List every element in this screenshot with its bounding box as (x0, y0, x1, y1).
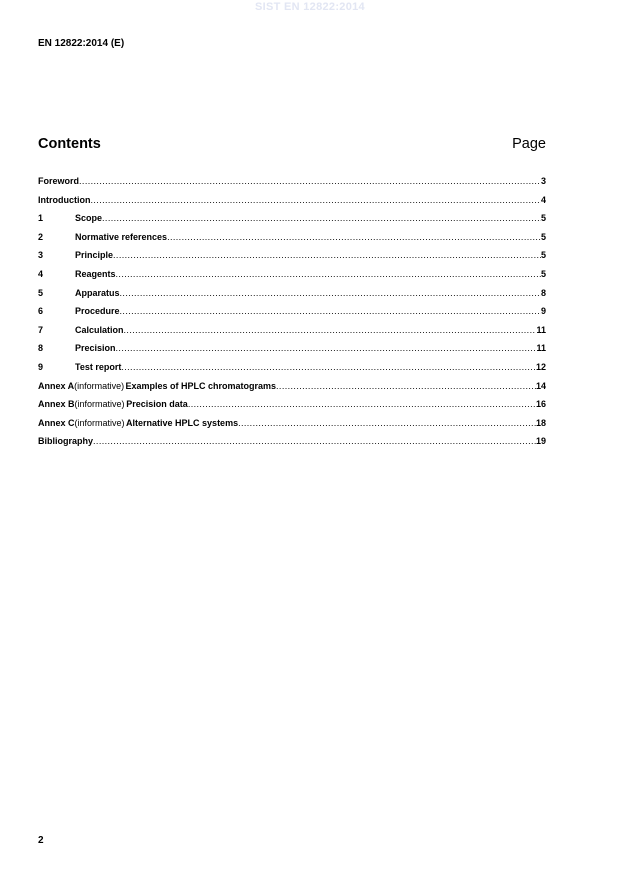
page-column-label: Page (512, 136, 546, 152)
toc-entry[interactable] (38, 232, 546, 251)
toc-entry-title: Apparatus (75, 287, 120, 298)
toc-entry[interactable] (38, 325, 546, 344)
table-of-contents (38, 176, 546, 455)
toc-entry-number: 6 (38, 306, 44, 317)
toc-entry[interactable] (38, 250, 546, 269)
toc-entry-page: 4 (540, 194, 546, 205)
toc-entry-page: 3 (540, 176, 546, 186)
toc-entry-title: Calculation (75, 324, 124, 335)
toc-entry-page: 11 (536, 343, 546, 354)
toc-entry[interactable] (38, 343, 546, 362)
toc-entry-page: 19 (535, 436, 546, 447)
toc-dot-leader (276, 381, 536, 392)
toc-dot-leader (91, 195, 541, 206)
contents-title: Contents (38, 136, 101, 152)
toc-entry-number: 5 (38, 287, 44, 298)
toc-entry-page: 11 (536, 324, 546, 335)
toc-entry-title: Precision data (126, 399, 188, 410)
toc-entry[interactable] (38, 362, 546, 381)
toc-entry-title: Foreword (38, 176, 80, 186)
toc-dot-leader (120, 288, 541, 299)
toc-entry-page: 5 (540, 268, 546, 279)
toc-annex-label: Annex B (38, 399, 75, 410)
toc-entry-title: Scope (75, 213, 103, 224)
toc-entry-page: 12 (535, 361, 546, 372)
toc-annex-label: Annex A (38, 380, 75, 391)
toc-entry-page: 5 (540, 250, 546, 261)
contents-header (38, 135, 546, 155)
toc-entry-page: 9 (540, 306, 546, 317)
toc-annex-label: Annex C (38, 417, 75, 428)
toc-entry-number: 1 (38, 213, 44, 224)
toc-entry-title: Examples of HPLC chromatograms (125, 380, 277, 391)
toc-entry-page: 18 (535, 417, 546, 428)
watermark: SIST EN 12822:2014 (255, 1, 365, 13)
toc-entry[interactable] (38, 195, 546, 214)
page-number: 2 (38, 835, 44, 846)
toc-dot-leader (121, 362, 536, 373)
toc-entry-page: 5 (540, 231, 546, 242)
toc-dot-leader (120, 306, 541, 317)
toc-entry-title: Precision (75, 343, 116, 354)
toc-entry-number: 3 (38, 250, 44, 261)
toc-annex-type: (informative) (74, 380, 125, 391)
toc-dot-leader (188, 399, 536, 410)
toc-entry-title: Bibliography (38, 436, 94, 447)
toc-entry-number: 7 (38, 324, 44, 335)
document-id: EN 12822:2014 (E) (38, 38, 125, 49)
toc-entry-title: Reagents (75, 268, 116, 279)
toc-dot-leader (116, 343, 537, 354)
toc-entry[interactable] (38, 381, 546, 400)
toc-annex-type: (informative) (74, 417, 125, 428)
toc-entry-title: Alternative HPLC systems (126, 417, 239, 428)
toc-entry-page: 8 (540, 287, 546, 298)
toc-dot-leader (116, 269, 541, 280)
toc-entry-number: 8 (38, 343, 44, 354)
toc-entry-number: 4 (38, 268, 44, 279)
toc-entry-title: Principle (75, 250, 114, 261)
toc-entry[interactable] (38, 213, 546, 232)
toc-entry-page: 14 (535, 380, 546, 391)
toc-entry[interactable] (38, 418, 546, 437)
toc-entry-title: Procedure (75, 306, 120, 317)
toc-entry-page: 16 (535, 399, 546, 410)
toc-entry-title: Test report (75, 361, 122, 372)
toc-entry-number: 2 (38, 231, 44, 242)
toc-entry-title: Introduction (38, 194, 91, 205)
toc-dot-leader (124, 325, 537, 336)
toc-annex-type: (informative) (74, 399, 125, 410)
toc-entry[interactable] (38, 399, 546, 418)
toc-entry[interactable] (38, 436, 546, 455)
toc-entry[interactable] (38, 306, 546, 325)
toc-entry[interactable] (38, 176, 546, 195)
toc-dot-leader (79, 176, 541, 187)
toc-dot-leader (93, 436, 536, 447)
toc-entry-number: 9 (38, 361, 44, 372)
toc-entry[interactable] (38, 288, 546, 307)
toc-entry-page: 5 (540, 213, 546, 224)
toc-dot-leader (238, 418, 536, 429)
toc-dot-leader (102, 213, 541, 224)
toc-dot-leader (113, 250, 541, 261)
toc-entry-title: Normative references (75, 231, 168, 242)
toc-entry[interactable] (38, 269, 546, 288)
toc-dot-leader (167, 232, 541, 243)
